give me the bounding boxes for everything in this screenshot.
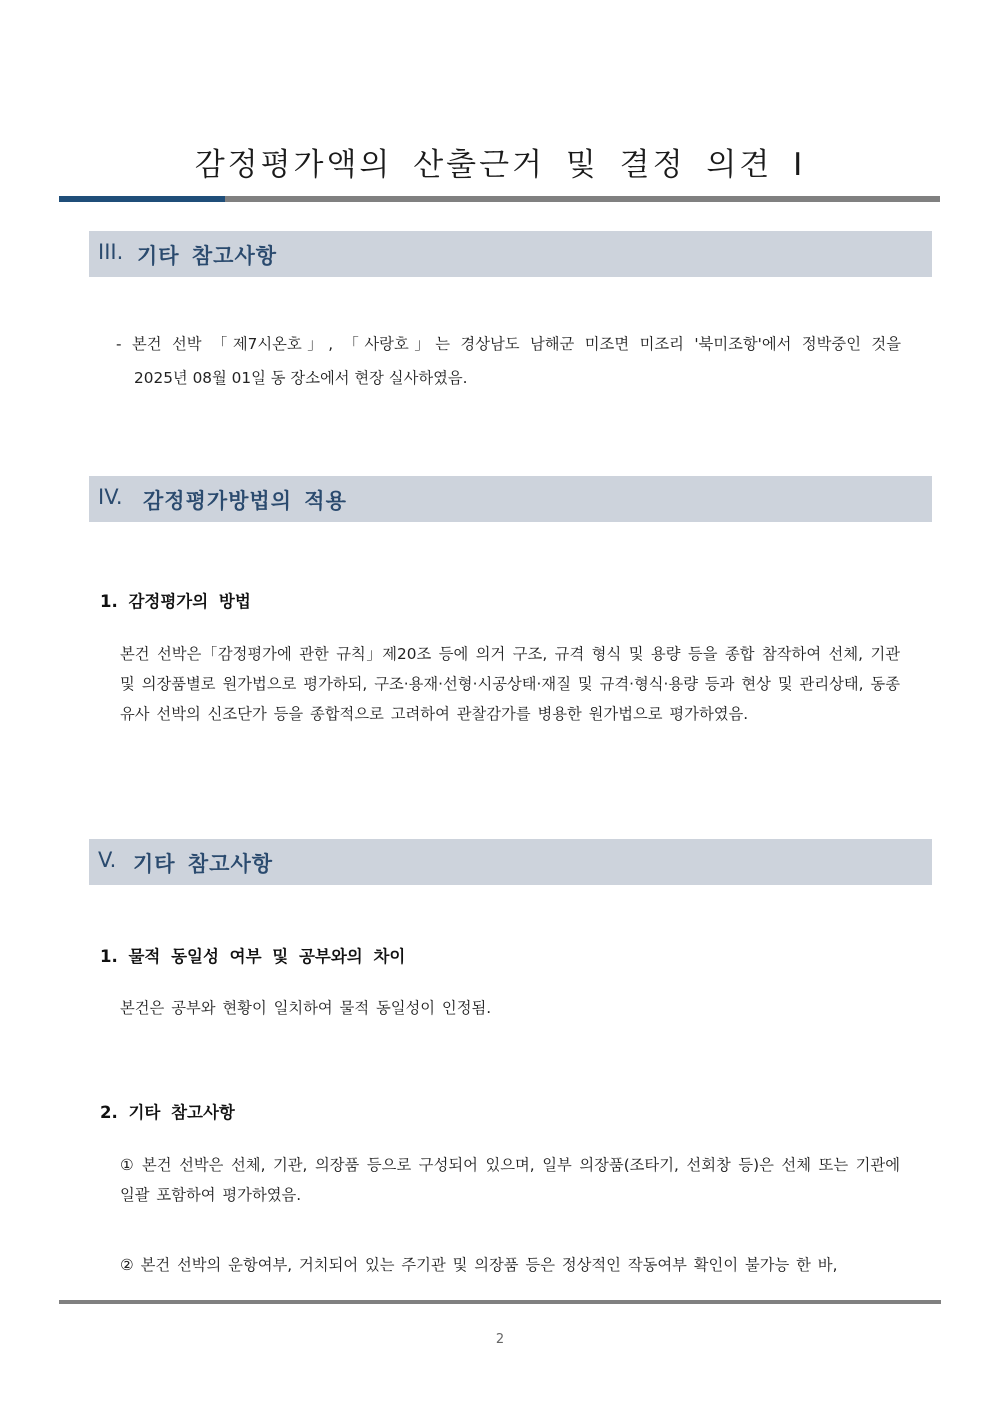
section-title: 기타 참고사항 — [137, 244, 278, 268]
title-divider — [59, 196, 940, 202]
subsection-heading: 1. 물적 동일성 여부 및 공부와의 차이 — [100, 947, 406, 966]
page-number: 2 — [495, 1332, 505, 1347]
subsection-heading: 1. 감정평가의 방법 — [100, 592, 251, 611]
section-number: IV. — [98, 485, 123, 509]
identity-paragraph: 본건은 공부와 현황이 일치하여 물적 동일성이 인정됨. — [120, 999, 492, 1017]
section-number: III. — [98, 240, 124, 264]
section-title: 감정평가방법의 적용 — [143, 489, 347, 513]
title-divider-accent — [59, 196, 225, 202]
paragraph-line: 2025년 08월 01일 동 장소에서 현장 실사하였음. — [134, 369, 468, 387]
reference-item-1: ① 본건 선박은 선체, 기관, 의장품 등으로 구성되어 있으며, 일부 의장품(조타기, 선회창 등)은 선체 또는 기관에 일괄 포함하여 평가하였음. — [120, 1156, 900, 1204]
document-title: 감정평가액의 산출근거 및 결정 의견 I — [194, 147, 806, 183]
appraisal-method-paragraph: 본건 선박은「감정평가에 관한 규칙」제20조 등에 의거 구조, 규격 형식 및 용량 등을 종합 참작하여 선체, 기관 및 의장품별로 원가법으로 평가하되, 구조·용재·선형·시공상태·재질 및 규격·형식·용량 등과 현상 및 관리상태, 동종 유사 선박의 신조단가 등을 종합적으로 고려하여 관찰감가를 병용한 원가법으로 평가하였음. — [120, 645, 900, 723]
section-header-3 — [89, 231, 932, 277]
subsection-heading: 2. 기타 참고사항 — [100, 1103, 235, 1122]
section-number: V. — [98, 848, 117, 872]
section-title: 기타 참고사항 — [133, 852, 274, 876]
paragraph-line: - 본건 선박 「제7시온호」, 「사랑호」는 경상남도 남해군 미조면 미조리 '북미조항'에서 정박중인 것을 — [116, 335, 901, 353]
section-header-5 — [89, 839, 932, 885]
section-header-4 — [89, 476, 932, 522]
reference-item-2: ② 본건 선박의 운항여부, 거치되어 있는 주기관 및 의장품 등은 정상적인 작동여부 확인이 불가능 한 바, — [120, 1256, 838, 1274]
site-inspection-note — [116, 327, 901, 395]
footer-divider — [59, 1300, 941, 1304]
